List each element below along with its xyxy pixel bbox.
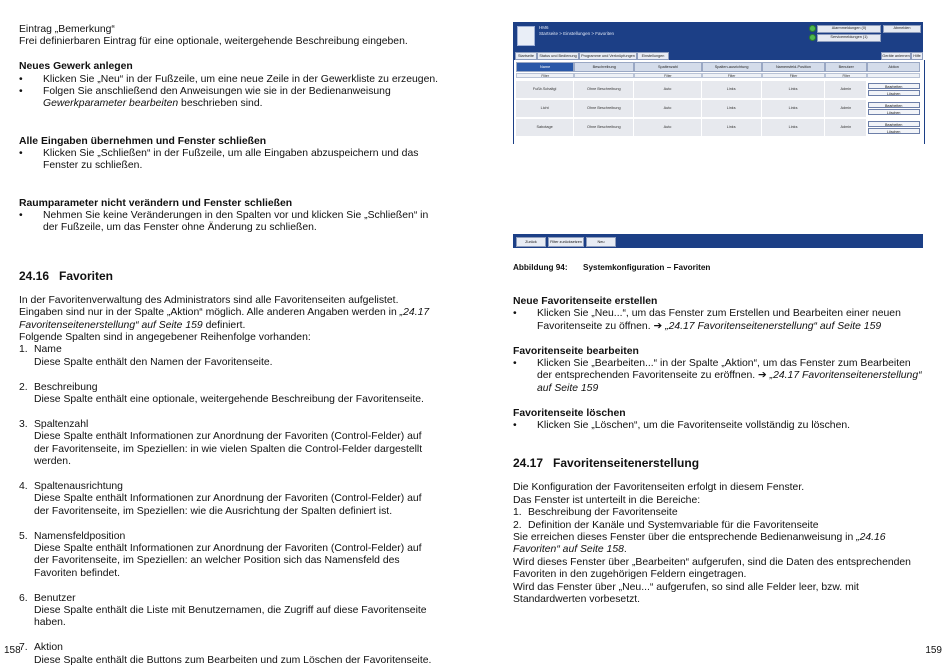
list-item: 2. Definition der Kanäle und Systemvariable für die Favoritenseite xyxy=(513,519,819,531)
left-page xyxy=(0,0,475,666)
favorites-table xyxy=(513,60,925,144)
delete-button[interactable]: Löschen xyxy=(868,128,920,134)
footer-bar xyxy=(513,234,923,248)
column-name: Beschreibung xyxy=(34,381,98,393)
table-row xyxy=(516,81,920,98)
bemerkung-title: Eintrag „Bemerkung“ xyxy=(19,24,115,35)
cross-reference: „24.17 Favoritenseitenerstellung“ auf Seite 159 xyxy=(665,320,882,332)
table-row xyxy=(516,119,920,136)
paragraph: Wird das Fenster über „Neu...“ aufgerufen, so sind alle Felder leer, bzw. mit Standardwerten vorbesetzt. xyxy=(513,581,859,606)
back-button[interactable]: Zurück xyxy=(516,237,546,247)
table-cell: Ohne Beschreibung xyxy=(574,81,634,98)
section-heading: 24.17 Favoritenseitenerstellung xyxy=(513,456,700,471)
column-item: 2. Beschreibung Diese Spalte enthält eine optionale, weitergehende Beschreibung der Favoritenseite. xyxy=(19,382,439,407)
filter-row xyxy=(516,73,920,78)
list-item: • Folgen Sie anschließend den Anweisungen wie sie in der Bedienanweisung Gewerkparameter bearbeiten beschrieben sind. xyxy=(19,86,391,110)
logo-icon xyxy=(517,26,535,46)
filter-cell xyxy=(867,73,920,78)
column-desc: Diese Spalte enthält eine optionale, weitergehende Beschreibung der Favoritenseite. xyxy=(34,394,424,406)
list-item: • Klicken Sie „Bearbeiten...“ in der Spalte „Aktion“, um das Fenster zum Bearbeiten der entsprechenden Favoritenseite zu eröffnen. ➔ „24.17 Favoritenseitenerstellung“ auf Seite 159 xyxy=(513,358,922,394)
list-item: • Klicken Sie „Neu...“, um das Fenster zum Erstellen und Bearbeiten einer neuen Favoritenseite zu öffnen. ➔ „24.17 Favoritenseitenerstellung“ auf Seite 159 xyxy=(513,308,901,332)
main-tabs xyxy=(513,50,923,60)
column-item: 5. Namensfeldposition Diese Spalte enthält Informationen zur Anordnung der Favoriten (Control-Felder) auf der Favoritenseite, im Speziellen: an welcher Position sich das Namensfeld des Favoriten befindet. xyxy=(19,531,439,581)
table-cell: Links xyxy=(762,81,826,98)
table-cell: Admin xyxy=(825,100,867,117)
list-item: 1. Beschreibung der Favoritenseite xyxy=(513,507,678,519)
tab-status[interactable]: Status und Bedienung xyxy=(537,52,579,60)
cross-reference: Gewerkparameter bearbeiten xyxy=(43,98,179,110)
delete-button[interactable]: Löschen xyxy=(868,109,920,115)
tab-hilfe[interactable]: Hilfe xyxy=(911,52,923,60)
filter-cell[interactable]: Filter xyxy=(762,73,826,78)
column-header[interactable]: Beschreibung xyxy=(574,62,634,72)
column-item: 4. Spaltenausrichtung Diese Spalte enthält Informationen zur Anordnung der Favoriten (Control-Felder) auf der Favoritenseite, im Speziellen: wie die Ausrichtung der Spalten definiert ist. xyxy=(19,481,439,518)
table-cell: Auto xyxy=(634,119,701,136)
cross-reference: „24.16 Favoriten“ auf Seite 158 xyxy=(513,532,886,556)
paragraph: Wird dieses Fenster über „Bearbeiten“ aufgerufen, sind die Daten des entsprechenden Favoriten in den zugehörigen Feldern eingetragen. xyxy=(513,556,911,581)
paragraph: Sie erreichen dieses Fenster über die entsprechende Bedienanweisung in „24.16 Favoriten“ auf Seite 158. xyxy=(513,532,886,556)
table-cell: Ohne Beschreibung xyxy=(574,119,634,136)
page-number: 158 xyxy=(4,644,21,656)
right-column xyxy=(513,296,923,607)
filter-cell[interactable]: Filter xyxy=(634,73,701,78)
left-column xyxy=(19,24,439,667)
logout-button[interactable]: Abmelden xyxy=(883,25,921,33)
breadcrumb: Startseite > Einstellungen > Favoriten xyxy=(539,30,615,36)
column-name: Namensfeldposition xyxy=(34,530,126,542)
column-item: 7. Aktion Diese Spalte enthält die Buttons zum Bearbeiten und zum Löschen der Favoritenseite. xyxy=(19,642,439,667)
filter-cell[interactable]: Filter xyxy=(702,73,762,78)
column-header[interactable]: Spaltenzahl xyxy=(634,62,701,72)
column-header[interactable]: Benutzer xyxy=(825,62,867,72)
page-number: 159 xyxy=(925,644,942,656)
raumparameter-heading: Raumparameter nicht verändern und Fenster schließen xyxy=(19,197,293,209)
bearbeiten-heading: Favoritenseite bearbeiten xyxy=(513,345,639,357)
figure-caption: Abbildung 94: Systemkonfiguration – Favoriten xyxy=(513,263,711,272)
table-cell: Fußb.Schaltgl xyxy=(516,81,574,98)
edit-button[interactable]: Bearbeiten xyxy=(868,102,920,108)
column-desc: Diese Spalte enthält den Namen der Favoritenseite. xyxy=(34,356,273,368)
table-cell: Links xyxy=(702,119,762,136)
list-item: • Klicken Sie „Löschen“, um die Favoritenseite vollständig zu löschen. xyxy=(513,420,851,432)
tab-startseite[interactable]: Startseite xyxy=(515,52,537,60)
arrow-right-icon: ➔ xyxy=(758,370,767,382)
intro-line: Eingaben sind nur in der Spalte „Aktion“ möglich. Alle anderen Angaben werden in „24.17 Favoritenseitenerstellung“ auf Seite 159 definiert. xyxy=(19,307,430,331)
alle-eingaben-heading: Alle Eingaben übernehmen und Fenster schließen xyxy=(19,135,267,147)
status-led-icon xyxy=(809,25,816,32)
table-cell: Auto xyxy=(634,100,701,117)
intro-line: Folgende Spalten sind in angegebener Reihenfolge vorhanden: xyxy=(19,332,311,344)
neues-gewerk-heading: Neues Gewerk anlegen xyxy=(19,61,133,73)
filter-cell[interactable] xyxy=(574,73,634,78)
table-cell: Links xyxy=(702,100,762,117)
table-cell: Admin xyxy=(825,81,867,98)
cross-reference: „24.17 Favoritenseitenerstellung“ auf Seite 159 xyxy=(537,370,922,394)
table-row xyxy=(516,100,920,117)
paragraph: Die Konfiguration der Favoritenseiten erfolgt in diesem Fenster. xyxy=(513,482,805,494)
column-header[interactable]: Spalten-ausrichtung xyxy=(702,62,762,72)
table-cell: Licht xyxy=(516,100,574,117)
intro-line: In der Favoritenverwaltung des Administrators sind alle Favoritenseiten aufgelistet. xyxy=(19,294,399,306)
edit-button[interactable]: Bearbeiten xyxy=(868,83,920,89)
section-heading: 24.16 Favoriten xyxy=(19,268,114,283)
status-led-icon xyxy=(809,34,816,41)
column-name: Spaltenausrichtung xyxy=(34,480,123,492)
table-cell: Auto xyxy=(634,81,701,98)
cross-reference: „24.17 Favoritenseitenerstellung“ auf Seite 159 xyxy=(19,307,430,331)
arrow-right-icon: ➔ xyxy=(653,320,663,332)
alarm-messages-button[interactable]: Alarmmeldungen (0) xyxy=(817,25,881,33)
column-desc: Diese Spalte enthält Informationen zur Anordnung der Favoriten (Control-Felder) auf der Favoritenseite, im Speziellen: wie die Ausrichtung der Spalten definiert ist. xyxy=(34,493,422,517)
edit-button[interactable]: Bearbeiten xyxy=(868,121,920,127)
column-header[interactable]: Aktion xyxy=(867,62,920,72)
column-name: Spaltenzahl xyxy=(34,418,89,430)
table-cell: Links xyxy=(762,100,826,117)
bemerkung-text: Frei definierbaren Eintrag für eine optionale, weitergehende Beschreibung eingeben. xyxy=(19,36,408,48)
service-messages-button[interactable]: Servicemeldungen (1) xyxy=(817,34,881,42)
screenshot-figure xyxy=(513,22,923,252)
list-item: • Klicken Sie „Neu“ in der Fußzeile, um eine neue Zeile in der Gewerkliste zu erzeugen. xyxy=(19,73,439,85)
new-button[interactable]: Neu xyxy=(586,237,616,247)
column-desc: Diese Spalte enthält Informationen zur Anordnung der Favoriten (Control-Felder) auf der Favoritenseite, im Speziellen: an welcher Position sich das Namensfeld des Favoriten befindet. xyxy=(34,542,422,579)
tab-geraete-anlernen[interactable]: Geräte anlernen xyxy=(882,54,910,58)
column-desc: Diese Spalte enthält Informationen zur Anordnung der Favoriten (Control-Felder) auf der Favoritenseite, im Speziellen: in wie vielen Spalten die Control-Felder dargestellt werden. xyxy=(34,431,423,468)
app-title: HM6 xyxy=(539,25,549,30)
column-desc: Diese Spalte enthält die Buttons zum Bearbeiten und zum Löschen der Favoritenseite. xyxy=(34,654,432,666)
tab-einstellungen[interactable]: Einstellungen xyxy=(637,52,669,60)
table-cell: Links xyxy=(702,81,762,98)
column-item: 3. Spaltenzahl Diese Spalte enthält Informationen zur Anordnung der Favoriten (Control-Felder) auf der Favoritenseite, im Speziellen: in wie vielen Spalten die Control-Felder dargestellt werden. xyxy=(19,419,439,469)
neue-heading: Neue Favoritenseite erstellen xyxy=(513,296,658,307)
column-name: Benutzer xyxy=(34,592,76,604)
columns-list xyxy=(19,344,439,666)
list-item: • Klicken Sie „Schließen“ in der Fußzeile, um alle Eingaben abzuspeichern und das Fenster zu schließen. xyxy=(19,148,419,172)
delete-button[interactable]: Löschen xyxy=(868,90,920,96)
right-page xyxy=(475,0,950,660)
table-header xyxy=(516,62,920,72)
tab-programme[interactable]: Programme und Verknüpfungen xyxy=(579,52,637,60)
app-header xyxy=(513,22,923,50)
column-header[interactable]: Name xyxy=(516,62,574,72)
column-header[interactable]: Namensfeld-Position xyxy=(762,62,826,72)
table-cell: Links xyxy=(762,119,826,136)
table-cell: Admin xyxy=(825,119,867,136)
column-desc: Diese Spalte enthält die Liste mit Benutzernamen, die Zugriff auf diese Favoritenseite haben. xyxy=(34,604,427,629)
reset-filter-button[interactable]: Filter zurücksetzen xyxy=(548,237,584,247)
table-cell: Sabotage xyxy=(516,119,574,136)
column-item: 1. Name Diese Spalte enthält den Namen der Favoritenseite. xyxy=(19,344,439,369)
column-name: Name xyxy=(34,344,62,356)
paragraph: Das Fenster ist unterteilt in die Bereiche: xyxy=(513,494,701,506)
list-item: • Nehmen Sie keine Veränderungen in den Spalten vor und klicken Sie „Schließen“ in der Fußzeile, um das Fenster ohne Änderung zu schließen. xyxy=(19,210,429,234)
filter-cell[interactable]: Filter xyxy=(516,73,574,78)
column-item: 6. Benutzer Diese Spalte enthält die Liste mit Benutzernamen, die Zugriff auf diese Favoritenseite haben. xyxy=(19,593,439,630)
filter-cell[interactable]: Filter xyxy=(825,73,867,78)
table-cell: Ohne Beschreibung xyxy=(574,100,634,117)
loeschen-heading: Favoritenseite löschen xyxy=(513,407,626,419)
column-name: Aktion xyxy=(34,642,63,654)
